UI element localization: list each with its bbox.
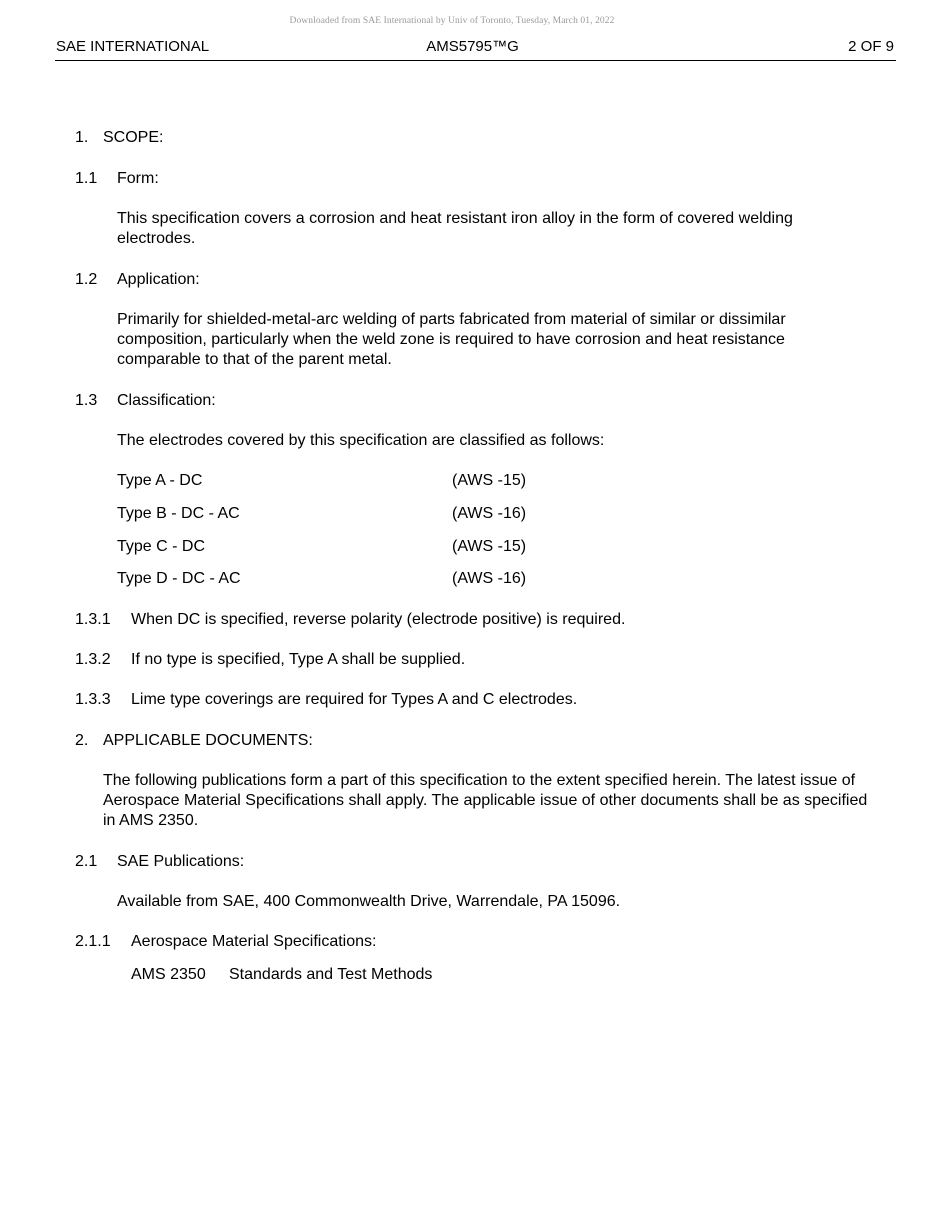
- section-title: Form:: [117, 170, 159, 187]
- section-number: 1.3.3: [75, 691, 111, 708]
- section-number: 1.2: [75, 271, 98, 288]
- section-number: 2.1.1: [75, 933, 111, 950]
- classification-type: Type B - DC - AC: [117, 505, 240, 522]
- header-organization: SAE INTERNATIONAL: [56, 38, 210, 55]
- classification-aws: (AWS -16): [452, 505, 527, 522]
- section-text: Lime type coverings are required for Types A and C electrodes.: [131, 691, 578, 708]
- classification-aws: (AWS -16): [452, 570, 527, 587]
- section-2-text: The following publications form a part of this specification to the extent specified herein. The latest issue of Aerospace Material Specifications shall apply. The applicable issue of other documents shall be as specified in AMS 2350.: [103, 772, 868, 829]
- section-number: 1.3: [75, 392, 98, 409]
- section-title: SAE Publications:: [117, 853, 245, 870]
- classification-type: Type C - DC: [117, 538, 206, 555]
- download-watermark: Downloaded from SAE International by Univ of Toronto, Tuesday, March 01, 2022: [289, 16, 615, 26]
- section-number: 2.1: [75, 853, 98, 870]
- section-text: If no type is specified, Type A shall be supplied.: [131, 651, 466, 668]
- document-id: AMS 2350: [131, 966, 206, 983]
- section-number: 1.3.2: [75, 651, 111, 668]
- header-document-id: [55, 38, 896, 55]
- classification-aws: (AWS -15): [452, 538, 527, 555]
- section-title: SCOPE:: [103, 129, 164, 146]
- page-header: [55, 38, 896, 61]
- section-text: When DC is specified, reverse polarity (electrode positive) is required.: [131, 611, 626, 628]
- header-page-number: 2 OF 9: [848, 38, 894, 55]
- section-number: 1.: [75, 129, 89, 146]
- section-number: 1.3.1: [75, 611, 111, 628]
- section-1-3-text: The electrodes covered by this specification are classified as follows:: [117, 432, 605, 449]
- classification-type: Type D - DC - AC: [117, 570, 241, 587]
- section-1-2-text: Primarily for shielded-metal-arc welding of parts fabricated from material of similar or dissimilar composition, particularly when the weld zone is required to have corrosion and heat resistance comparable to that of the parent metal.: [117, 311, 786, 368]
- section-2-1-text: Available from SAE, 400 Commonwealth Drive, Warrendale, PA 15096.: [117, 893, 621, 910]
- section-1-1-text: This specification covers a corrosion and heat resistant iron alloy in the form of covered welding electrodes.: [117, 210, 793, 247]
- document-title: Standards and Test Methods: [229, 966, 433, 983]
- section-title: APPLICABLE DOCUMENTS:: [103, 732, 313, 749]
- section-number: 1.1: [75, 170, 98, 187]
- section-title: Aerospace Material Specifications:: [131, 933, 377, 950]
- classification-type: Type A - DC: [117, 472, 203, 489]
- header-document-id-text: AMS5795™G: [426, 38, 519, 55]
- section-title: Application:: [117, 271, 200, 288]
- section-number: 2.: [75, 732, 89, 749]
- section-title: Classification:: [117, 392, 216, 409]
- classification-aws: (AWS -15): [452, 472, 527, 489]
